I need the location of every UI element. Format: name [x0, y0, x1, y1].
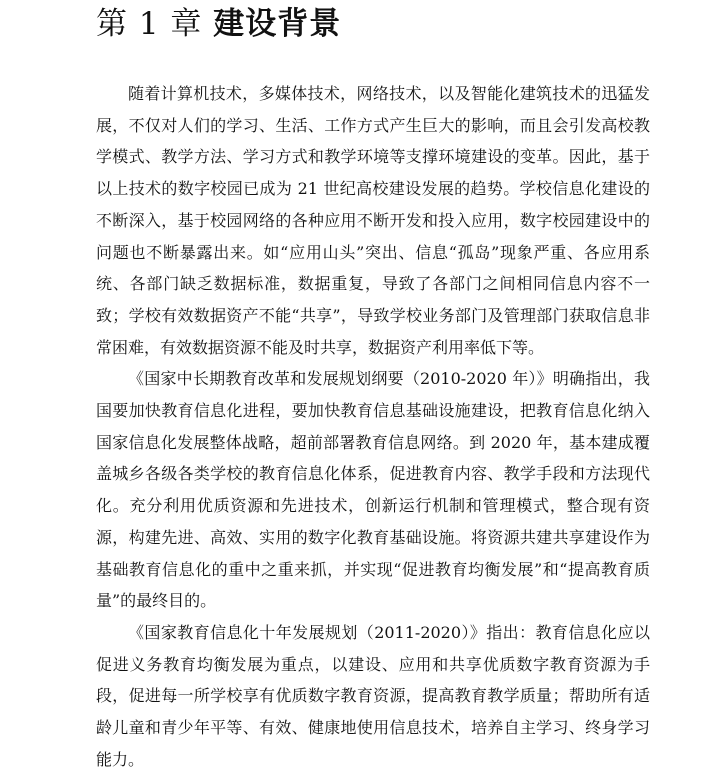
chapter-heading — [96, 2, 341, 46]
body-text — [96, 78, 650, 775]
paragraph-background: 随着计算机技术，多媒体技术，网络技术，以及智能化建筑技术的迅猛发展，不仅对人们的学习、生活、工作方式产生巨大的影响，而且会引发高校教学模式、教学方法、学习方式和教学环境等支撑环境建设的变革。因此，基于以上技术的数字校园已成为 21 世纪高校建设发展的趋势。学校信息化建设的不断深入，基于校园网络的各种应用不断开发和投入应用，数字校园建设中的问题也不断暴露出来。如“应用山头”突出、信息“孤岛”现象严重、各应用系统、各部门缺乏数据标准，数据重复，导致了各部门之间相同信息内容不一致；学校有效数据资产不能“共享”，导致学校业务部门及管理部门获取信息非常困难，有效数据资源不能及时共享，数据资产利用率低下等。 — [96, 84, 650, 357]
chapter-title: 建设背景 — [213, 6, 342, 42]
paragraph-ten-year-plan: 《国家教育信息化十年发展规划（2011-2020）》指出：教育信息化应以促进义务教育均衡发展为重点，以建设、应用和共享优质数字教育资源为手段，促进每一所学校享有优质数字教育资源，提高教育教学质量；帮助所有适龄儿童和青少年平等、有效、健康地使用信息技术，培养自主学习、终身学习能力。 — [96, 622, 650, 769]
paragraph-national-plan: 《国家中长期教育改革和发展规划纲要（2010-2020 年）》明确指出，我国要加快教育信息化进程，要加快教育信息基础设施建设，把教育信息化纳入国家信息化发展整体战略，超前部署教育信息网络。到 2020 年，基本建成覆盖城乡各级各类学校的教育信息化体系，促进教育内容、教学手段和方法现代化。充分利用优质资源和先进技术，创新运行机制和管理模式，整合现有资源，构建先进、高效、实用的数字化教育基础设施。将资源共建共享建设作为基础教育信息化的重中之重来抓，并实现“促进教育均衡发展”和“提高教育质量”的最终目的。 — [96, 369, 650, 611]
chapter-number: 第 1 章 — [96, 6, 203, 42]
